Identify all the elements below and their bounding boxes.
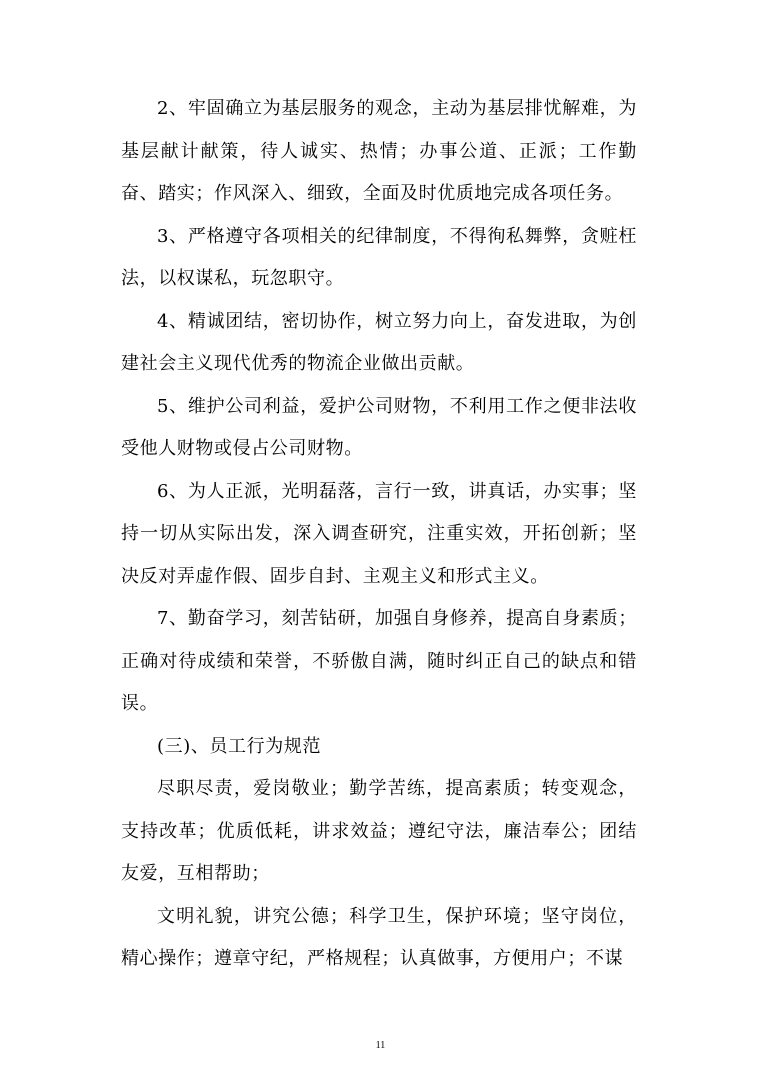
section-heading: (三)、员工行为规范 — [157, 735, 322, 757]
paragraph-item-7: 7、勤奋学习，刻苦钻研，加强自身修养，提高自身素质；正确对待成绩和荣誉，不骄傲自满，随时纠正自己的缺点和错误。 — [121, 608, 637, 714]
paragraph-item-4: 4、精诚团结，密切协作，树立努力向上，奋发进取，为创建社会主义现代优秀的物流企业做出贡献。 — [121, 310, 637, 374]
document-body — [121, 88, 637, 981]
page-number: 11 — [375, 1040, 386, 1051]
paragraph-item-3: 3、严格遵守各项相关的纪律制度，不得徇私舞弊，贪赃枉法，以权谋私，玩忽职守。 — [121, 225, 637, 289]
paragraph-item-2: 2、牢固确立为基层服务的观念，主动为基层排忧解难，为基层献计献策，待人诚实、热情；办事公道、正派；工作勤奋、踏实；作风深入、细致，全面及时优质地完成各项任务。 — [121, 98, 637, 204]
paragraph-item-6: 6、为人正派，光明磊落，言行一致，讲真话，办实事；坚持一切从实际出发，深入调查研究，注重实效，开拓创新；坚决反对弄虚作假、固步自封、主观主义和形式主义。 — [121, 480, 637, 587]
paragraph-conduct-1: 尽职尽责，爱岗敬业；勤学苦练，提高素质；转变观念，支持改革；优质低耗，讲求效益；遵纪守法，廉洁奉公；团结友爱，互相帮助； — [121, 778, 637, 884]
paragraph-conduct-2: 文明礼貌，讲究公德；科学卫生，保护环境；坚守岗位，精心操作；遵章守纪，严格规程；认真做事，方便用户；不谋 — [121, 905, 637, 969]
paragraph-item-5: 5、维护公司利益，爱护公司财物，不利用工作之便非法收受他人财物或侵占公司财物。 — [121, 395, 637, 459]
